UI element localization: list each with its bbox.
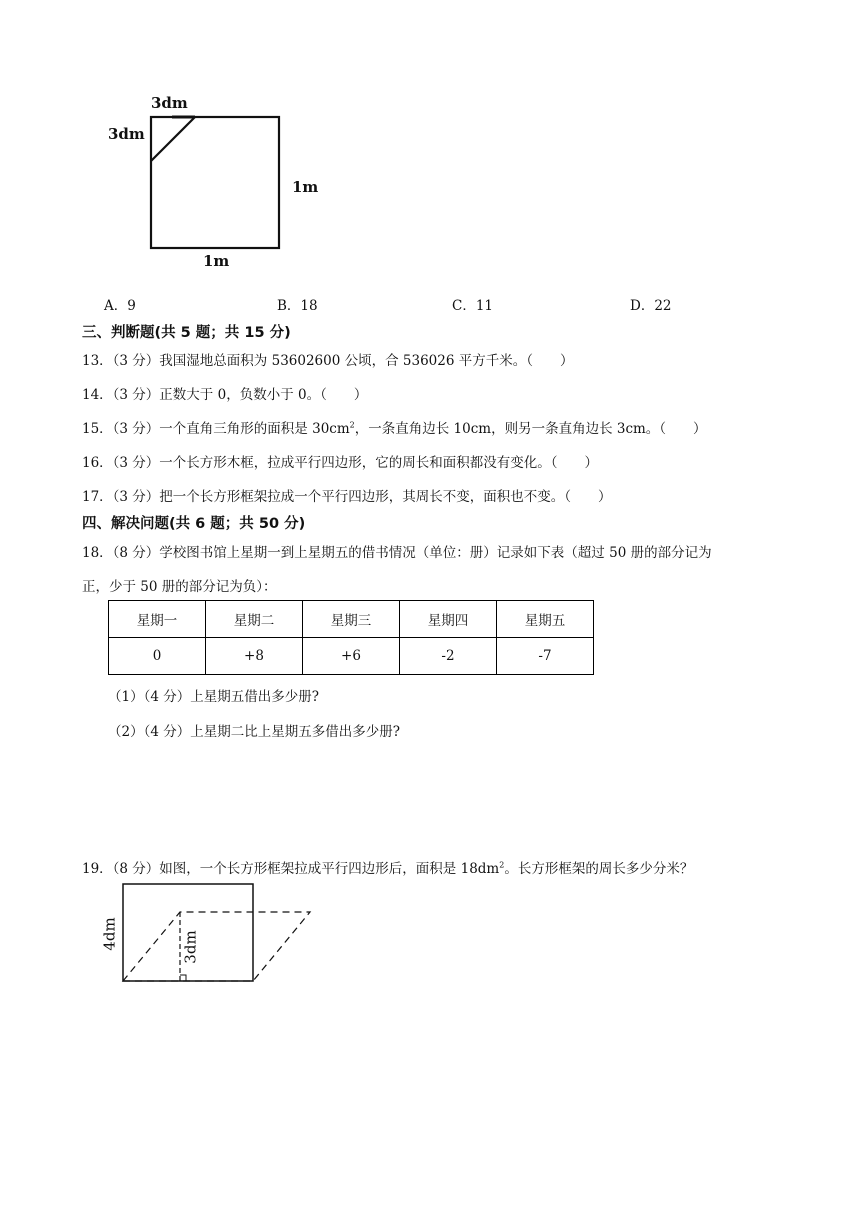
question-15: [82, 417, 707, 437]
parallelogram-outline: [123, 912, 310, 981]
table-value-cell: +8: [206, 638, 303, 675]
question-18-sub1: （1）（4 分）上星期五借出多少册?: [108, 689, 319, 705]
figure2-label-left: 4dm: [100, 917, 119, 951]
table-value-cell: +6: [303, 638, 400, 675]
section3-heading: 三、判断题(共 5 题；共 15 分): [82, 325, 291, 341]
borrowing-table: [108, 600, 594, 675]
question-15-post: ，一条直角边长 10cm，则另一条直角边长 3cm。（ ）: [354, 421, 707, 437]
cut-corner-line: [151, 117, 195, 161]
option-d: D．22: [630, 298, 672, 314]
figure1-label-left: 3dm: [108, 125, 145, 143]
table-header-row: [109, 601, 594, 638]
table-value-cell: -7: [497, 638, 594, 675]
option-a: A．9: [104, 298, 136, 314]
option-b: B．18: [277, 298, 318, 314]
question-14: 14．（3 分）正数大于 0，负数小于 0。（ ）: [82, 387, 368, 403]
question-19-sup: 2: [499, 860, 505, 870]
question-15-pre: 15．（3 分）一个直角三角形的面积是 30cm: [82, 421, 350, 437]
right-angle-mark: [180, 975, 186, 981]
question-18-line1: 18．（8 分）学校图书馆上星期一到上星期五的借书情况（单位：册）记录如下表（超过 50 册的部分记为: [82, 545, 712, 561]
question-19: [82, 857, 693, 877]
question-18-sub2: （2）（4 分）上星期二比上星期五多借出多少册?: [108, 724, 400, 740]
table-value-cell: -2: [400, 638, 497, 675]
table-header-cell: 星期五: [497, 601, 594, 638]
table-header-cell: 星期三: [303, 601, 400, 638]
question-15-sup: 2: [349, 420, 355, 430]
square-outline: [151, 117, 279, 248]
figure1-label-right: 1m: [292, 178, 319, 196]
question-19-pre: 19．（8 分）如图，一个长方形框架拉成平行四边形后，面积是 18dm: [82, 861, 500, 877]
rectangle-parallelogram-figure: [95, 880, 325, 990]
table-header-cell: 星期二: [206, 601, 303, 638]
question-13: 13．（3 分）我国湿地总面积为 53602600 公顷，合 536026 平方千米。（ ）: [82, 353, 574, 369]
option-c: C．11: [452, 298, 494, 314]
section4-heading: 四、解决问题(共 6 题；共 50 分): [82, 516, 306, 532]
question-16: 16．（3 分）一个长方形木框，拉成平行四边形，它的周长和面积都没有变化。（ ）: [82, 455, 599, 471]
figure1-label-bottom: 1m: [203, 252, 230, 270]
table-header-cell: 星期一: [109, 601, 206, 638]
table-value-cell: 0: [109, 638, 206, 675]
figure1-label-top: 3dm: [151, 94, 188, 112]
question-19-post: 。长方形框架的周长多少分米？: [504, 861, 694, 877]
table-header-cell: 星期四: [400, 601, 497, 638]
question-18-line2: 正，少于 50 册的部分记为负）：: [82, 579, 277, 595]
figure2-label-height: 3dm: [181, 930, 200, 964]
question-17: 17．（3 分）把一个长方形框架拉成一个平行四边形，其周长不变，面积也不变。（ ）: [82, 489, 612, 505]
table-value-row: [109, 638, 594, 675]
